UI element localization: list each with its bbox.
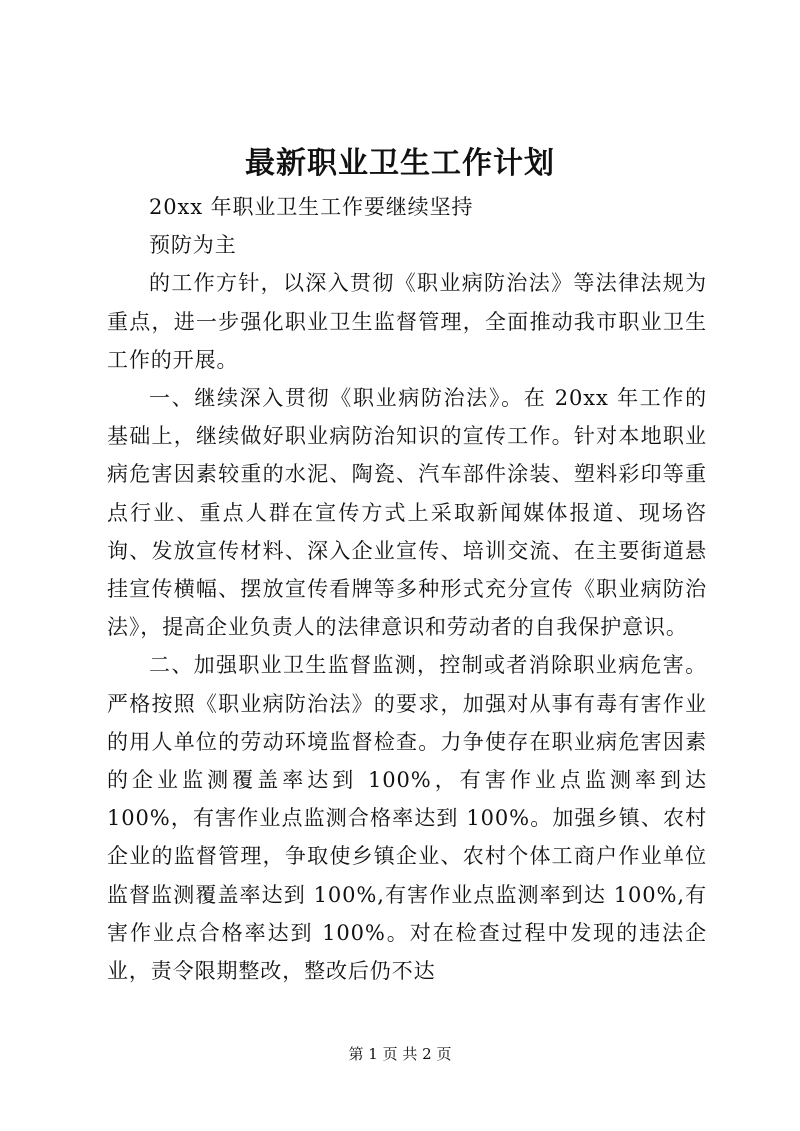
paragraph-policy: 的工作方针，以深入贯彻《职业病防治法》等法律法规为重点，进一步强化职业卫生监督管理，全面推动我市职业卫生工作的开展。	[107, 271, 707, 372]
paragraph-section-one: 一、继续深入贯彻《职业病防治法》。在 20xx 年工作的基础上，继续做好职业病防治知识的宣传工作。针对本地职业病危害因素较重的水泥、陶瓷、汽车部件涂装、塑料彩印等重点行业、重点人群在宣传方式上采取新闻媒体报道、现场咨询、发放宣传材料、深入企业宣传、培训交流、在主要街道悬挂宣传横幅、摆放宣传看牌等多种形式充分宣传《职业病防治法》，提高企业负责人的法律意识和劳动者的自我保护意识。	[107, 386, 707, 640]
document-body	[107, 188, 707, 990]
paragraph-prevention: 预防为主	[149, 233, 237, 258]
paragraph-intro-line: 20xx 年职业卫生工作要继续坚持	[149, 195, 474, 219]
paragraph-section-two: 二、加强职业卫生监督监测，控制或者消除职业病危害。严格按照《职业病防治法》的要求，加强对从事有毒有害作业的用人单位的劳动环境监督检查。力争使存在职业病危害因素的企业监测覆盖率达到 100%，有害作业点监测率到达 100%，有害作业点监测合格率达到 100%。加强乡镇、农村企业的监督管理，争取使乡镇企业、农村个体工商户作业单位监督监测覆盖率达到 100%,有害作业点监测率到达 100%,有害作业点合格率达到 100%。对在检查过程中发现的违法企业，责令限期整改，整改后仍不达	[107, 653, 707, 984]
page-footer: 第 1 页 共 2 页	[348, 1045, 452, 1063]
document-title: 最新职业卫生工作计划	[245, 146, 555, 181]
